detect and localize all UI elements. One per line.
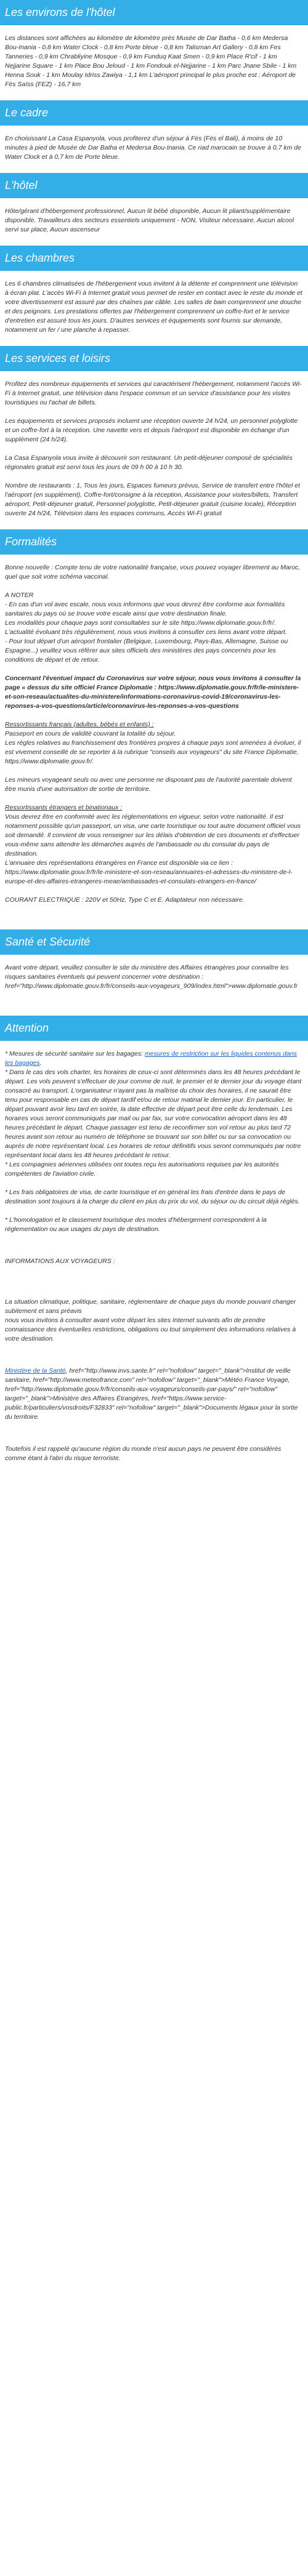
services-text-4: Nombre de restaurants : 1, Tous les jours, Espaces fumeurs prévus, Service de transfert entre l'hôtel et l'aéroport (en supplément), Coffre-fort/consigne à la réception, Assistance pour visites/billets, Transfert aéroport, Petit-déjeuner gratuit, Personnel polyglotte, Petit-déjeuner gratuit (cuisine locale), Réception ouverte 24 h/24, Télévision dans les espaces communs, Accès Wi-Fi gratuit — [5, 482, 301, 517]
formalites-covid-text: Concernant l'éventuel impact du Coronavirus sur votre séjour, nous vous invitons à consulter la page « dessus du site officiel France Diplomatie : https://www.diplomatie.gouv.fr/fr/le-ministere-et-son-reseau/actualites-du-ministere/informations-coronavirus-covid-19/coronavirus-les-reponses-a-vos-questions/article/coronavirus-les-reponses-a-vos-questions — [5, 675, 301, 710]
ministere-sante-link[interactable]: Ministère de la Santé — [5, 1367, 66, 1374]
section-body-cadre — [0, 126, 308, 173]
section-header-environs: Les environs de l'hôtel — [0, 0, 308, 25]
attention-text-1-pre: * Mesures de sécurité sanitaire sur les bagages: — [5, 1050, 145, 1057]
attention-text-6-post: , href="http://www.invs.sante.fr" rel="nofollow" target="_blank">Institut de veille sanitaire, href="http://www.meteofrance.com" rel="nofollow" target="_blank">Météo France Voyage, href="http://www.diplomatie.gouv.fr/fr/conseils-aux-voyageurs/conseils-par-pays/" rel="nofollow" target="_blank">Ministère des Affaires Étrangères, href="https://www.service-public.fr/particuliers/vosdroits/F32833" rel="nofollow" target="_blank">Documents légaux pour la sortie du territoire. — [5, 1367, 298, 1421]
section-body-environs — [0, 25, 308, 100]
attention-text-7: Toutefois il est rappelé qu'aucune région du monde n'est aucun pays ne peuvent être considérés comme étant à l'abri du risque terroriste. — [5, 1445, 282, 1462]
attention-text-5: La situation climatique, politique, sanitaire, réglementaire de chaque pays du monde pouvant changer subitement et sans préavis nous vous invitons à consulter avant votre départ les sites Internet suivants afin de prendre connaissance des éventuelles restrictions, obligations ou tout simplement des informations relatives à votre destination. — [5, 1298, 296, 1342]
section-header-chambres: Les chambres — [0, 246, 308, 271]
section-body-hotel — [0, 198, 308, 246]
formalites-french-title: Ressortissants français (adultes, bébés et enfants) : — [5, 721, 154, 728]
section-header-cadre: Le cadre — [0, 100, 308, 126]
section-header-attention: Attention — [0, 1016, 308, 1041]
formalites-note-text: - En cas d'un vol avec escale, nous vous informons que vous devrez être conforme aux formalités sanitaires du pays où se trouve votre escale ainsi que votre destination finale. Les modalités pour chaque pays sont consultables sur le site https://www.diplomatie.gouv.fr/fr/. L'actualité évoluant très régulièrement, nous vous invitons à consulter ces liens avant votre départ. - Pour tout départ d'un aéroport frontalier (Belgique, Luxembourg, Pays-Bas, Allemagne, Suisse ou Espagne...) veuillez vous référer aux sites officiels des ministères des pays concernés pour les conditions de départ et de retour. — [5, 601, 288, 664]
section-header-formalites: Formalités — [0, 529, 308, 555]
attention-travellers-title: INFORMATIONS AUX VOYAGEURS : — [5, 1258, 115, 1265]
formalites-french-text: Passeport en cours de validité couvrant la totalité du séjour. Les règles relatives au franchissement des frontières propres à chaque pays sont amenées à évoluer, il est vivement conseillé de se reporter à la rubrique "conseils aux voyageurs" du site France Diplomatie, https://www.diplomatie.gouv.fr/. — [5, 730, 301, 765]
attention-text-6 — [5, 1366, 303, 1422]
attention-text-3: * L'homologation et le classement touristique des modes d'hébergement correspondent à la réglementation ou aux usages du pays de destination. — [5, 1216, 267, 1233]
section-header-sante: Santé et Sécurité — [0, 929, 308, 955]
hotel-text: Hôte/gérant d'hébergement professionnel, Aucun lit bébé disponible, Aucun lit pliant/supplémentaire disponible, Travailleurs des secteurs essentiels uniquement - NON, Visiteur nécessaire, Aucun alcool servi sur place, Aucun ascenseur — [5, 207, 294, 233]
services-text-3: La Casa Espanyola vous invite à découvrir son restaurant. Un petit-déjeuner composé de spécialités régionales gratuit est servi tous les jours de 09 h 00 à 10 h 30. — [5, 454, 293, 471]
section-body-sante — [0, 955, 308, 1016]
attention-text-1 — [5, 1049, 303, 1179]
bagages-restriction-link[interactable]: mesures de restriction sur les liquides contenus dans les bagages — [5, 1050, 297, 1067]
services-text-1: Profitez des nombreux équipements et services qui caractérisent l'hébergement, notamment l'accès Wi-Fi à Internet gratuit, une télévision dans l'espace commun et un service d'assistance pour les visites touristiques ou l'achat de billets. — [5, 380, 302, 406]
section-body-services — [0, 371, 308, 529]
environs-text: Les distances sont affichées au kilomètre de kilomètre près Musée de Dar Batha - 0,6 km Medersa Bou-Inania - 0,8 km Water Clock - 0,8 km Porte bleue - 0,8 km Talisman Art Gallery - 0,8 km Fes Tanneries - 0,9 km Chrabliyine Mosque - 0,9 km Funduq Kaat Smen - 0,9 km Place R'cif - 1 km Nejjarine Square - 1 km Place Bou Jeloud - 1 km Fondouk el-Nejjarine - 1 km Parc Jnane Sbile - 1 km Henna Souk - 1 km Moulay Idriss Zawiya - 1,1 km L'aéroport principal le plus proche est : Aéroport de Fès Saïss (FEZ) - 16,7 km — [5, 34, 297, 88]
services-text-2: Les équipements et services proposés incluent une réception ouverte 24 h/24, un personnel polyglotte et un coffre-fort à la réception. Une navette vers et depuis l'aéroport est disponible en échange d'un supplément (24 h/24). — [5, 417, 298, 443]
formalites-electric-text: COURANT ELECTRIQUE : 220V et 50Hz, Type C et E. Adaptateur non nécessaire. — [5, 896, 245, 904]
chambres-text: Les 6 chambres climatisées de l'hébergement vous invitent à la détente et comprennent une télévision à écran plat. L'accès Wi-Fi à Internet gratuit vous permet de rester en contact avec le reste du monde et votre divertissement est assuré par des chaînes par câble. Les salles de bain comprennent une douche et des peignoirs. Les prestations offertes par l'hébergement comprennent un coffre-fort et le service d'entretien est assuré tous les jours. D'autres services et équipements sont fournis sur demande, notamment un fer / une planche à repasser. — [5, 280, 302, 334]
section-body-chambres — [0, 271, 308, 346]
attention-text-2: * Les frais obligatoires de visa, de carte touristique et en général les frais d'entrée dans le pays de destination sont toujours à la charge du client en plus du prix du vol, du séjour ou du circuit déjà réglés. — [5, 1189, 300, 1205]
formalites-minors-text: Les mineurs voyageant seuls ou avec une personne ne disposant pas de l'autorité parentale doivent être munis d'une autorisation de sortie de territoire. — [5, 776, 292, 793]
section-body-formalites — [0, 555, 308, 929]
attention-text-1-post: . * Dans le cas des vols charter, les horaires de ceux-ci sont déterminés dans les 48 heures précédant le départ. Les vols peuvent s'effectuer de jour comme de nuit, le premier et le dernier jour du voyage étant consacré au transport. L'organisateur n'ayant pas la maîtrise du choix des horaires, il ne saurait être tenu pour responsable en cas de départ tardif et/ou de retour matinal le dernier jour. En particulier, le départ pouvant avoir lieu tard en soirée, la date effective de départ peut être celle du lendemain. Les horaires vous seront communiqués par mail ou par fax, sur votre convocation aéroport dans les 48 heures précédant le départ. Chaque passager est tenu de reconfirmer son vol retour au plus tard 72 heures avant son retour au numéro de téléphone se trouvant sur son billet ou sur sa convocation ou auprès de notre représentant local. Les horaires de retour définitifs vous seront communiqués par notre représentant local dans les 48 heures précédant le retour. * Les compagnies aériennes utilisées ont toutes reçu les autorisations requises par les autorités compétentes de l'aviation civile. — [5, 1059, 302, 1178]
section-header-hotel: L'hôtel — [0, 173, 308, 198]
cadre-text: En choisissant La Casa Espanyola, vous profiterez d'un séjour à Fès (Fès el Bali), à moins de 10 minutes à pied de Musée de Dar Batha et Medersa Bou-Inania. Ce riad marocain se trouve à 0,7 km de Water Clock et à 0,7 km de Porte bleue. — [5, 135, 301, 161]
sante-text: Avant votre départ, veuillez consulter le site du ministère des Affaires étrangères pour connaître les risques sanitaires éventuels qui peuvent concerner votre destination : href="http://www.diplomatie.gouv.fr/fr/conseils-aux-voyageurs_909/index.html">www.diplomatie.gouv.fr — [5, 964, 298, 990]
formalites-foreign-text: Vous devrez être en conformité avec les réglementations en vigueur, selon votre nationalité. Il est notamment possible qu'un passeport, un visa, une carte touristique ou tout autre document officiel vous soit demandé. Il convient de vous renseigner sur les délais d'obtention de ces documents et d'effectuer vous-même sans attendre les démarches auprès de l'ambassade ou du consulat du pays de destination. L'annuaire des représentations étrangères en France est disponible via ce lien : https://www.diplomatie.gouv.fr/fr/le-ministere-et-son-reseau/annuaires-et-adresses-du-ministere-de-l-europe-et-des-affaires-etrangeres-meae/ambassades-et-consulats-etrangers-en-france/ — [5, 813, 301, 885]
formalites-note-title: A NOTER — [5, 592, 34, 599]
formalites-foreign-title: Ressortissants étrangers et binationaux : — [5, 804, 123, 811]
section-header-services: Les services et loisirs — [0, 346, 308, 371]
formalites-text-1: Bonne nouvelle : Compte tenu de votre nationalité française, vous pouvez voyager librement au Maroc, quel que soit votre schéma vaccinal. — [5, 564, 301, 580]
section-body-attention — [0, 1041, 308, 1474]
